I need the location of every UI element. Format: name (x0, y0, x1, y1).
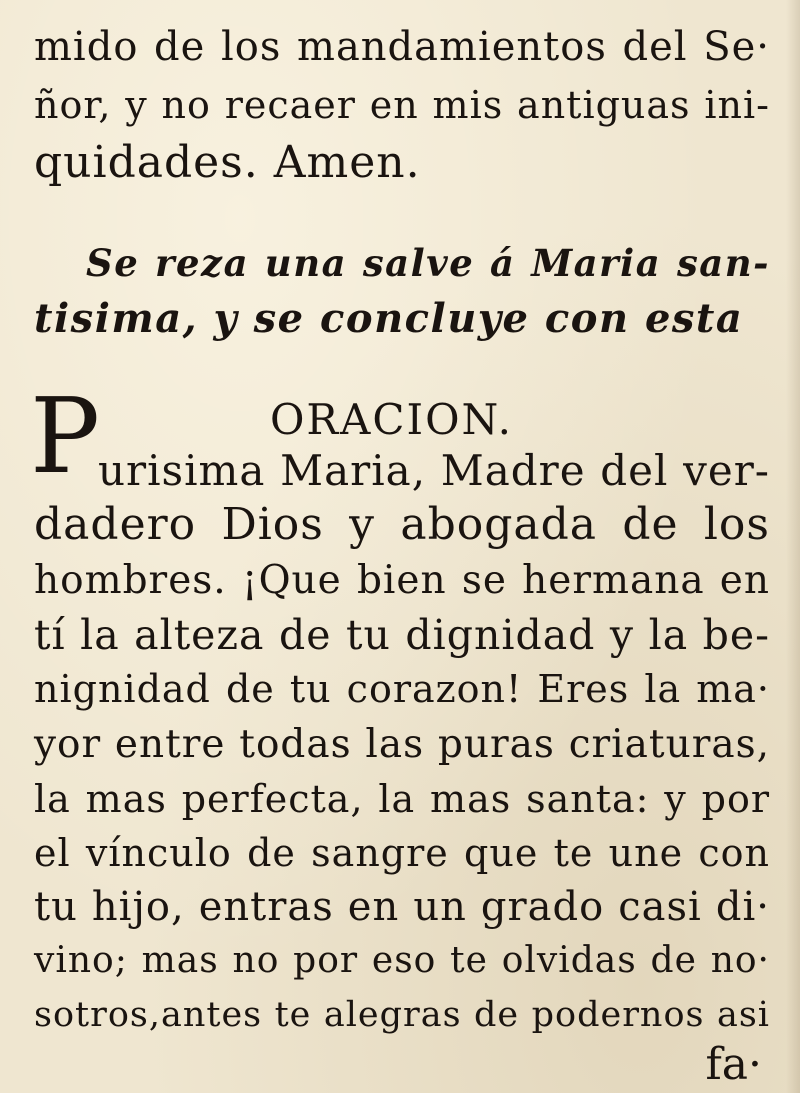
body-line-2: dadero Dios y abogada de los (34, 499, 770, 550)
text-line-1: mido de los mandamientos del Se· (34, 24, 770, 70)
body-line-10: vino; mas no por eso te olvidas de no· (34, 940, 770, 981)
drop-cap: P (30, 375, 100, 497)
prayer-heading: ORACION. (270, 395, 513, 444)
text-line-2: ñor, y no recaer en mis antiguas ini- (34, 83, 770, 127)
body-line-6: yor entre todas las puras criaturas, (34, 722, 770, 767)
body-line-11: sotros,antes te alegras de podernos asi (34, 995, 770, 1035)
rubric-line-1: Se reza una salve á Maria san- (86, 241, 770, 285)
body-line-4: tí la alteza de tu dignidad y la be- (34, 611, 770, 659)
rubric-line-2: tisima, y se concluye con esta (34, 295, 744, 342)
page-gutter-shadow (786, 0, 800, 1093)
body-line-3: hombres. ¡Que bien se hermana en (34, 558, 770, 603)
body-line-8: el vínculo de sangre que te une con (34, 831, 770, 875)
body-line-1: urisima Maria, Madre del ver- (98, 446, 770, 495)
text-line-3: quidades. Amen. (34, 137, 421, 188)
catchword: fa· (705, 1039, 762, 1090)
body-line-9: tu hijo, entras en un grado casi di· (34, 884, 770, 930)
body-line-7: la mas perfecta, la mas santa: y por (34, 777, 770, 821)
body-line-5: nignidad de tu corazon! Eres la ma· (34, 667, 770, 711)
